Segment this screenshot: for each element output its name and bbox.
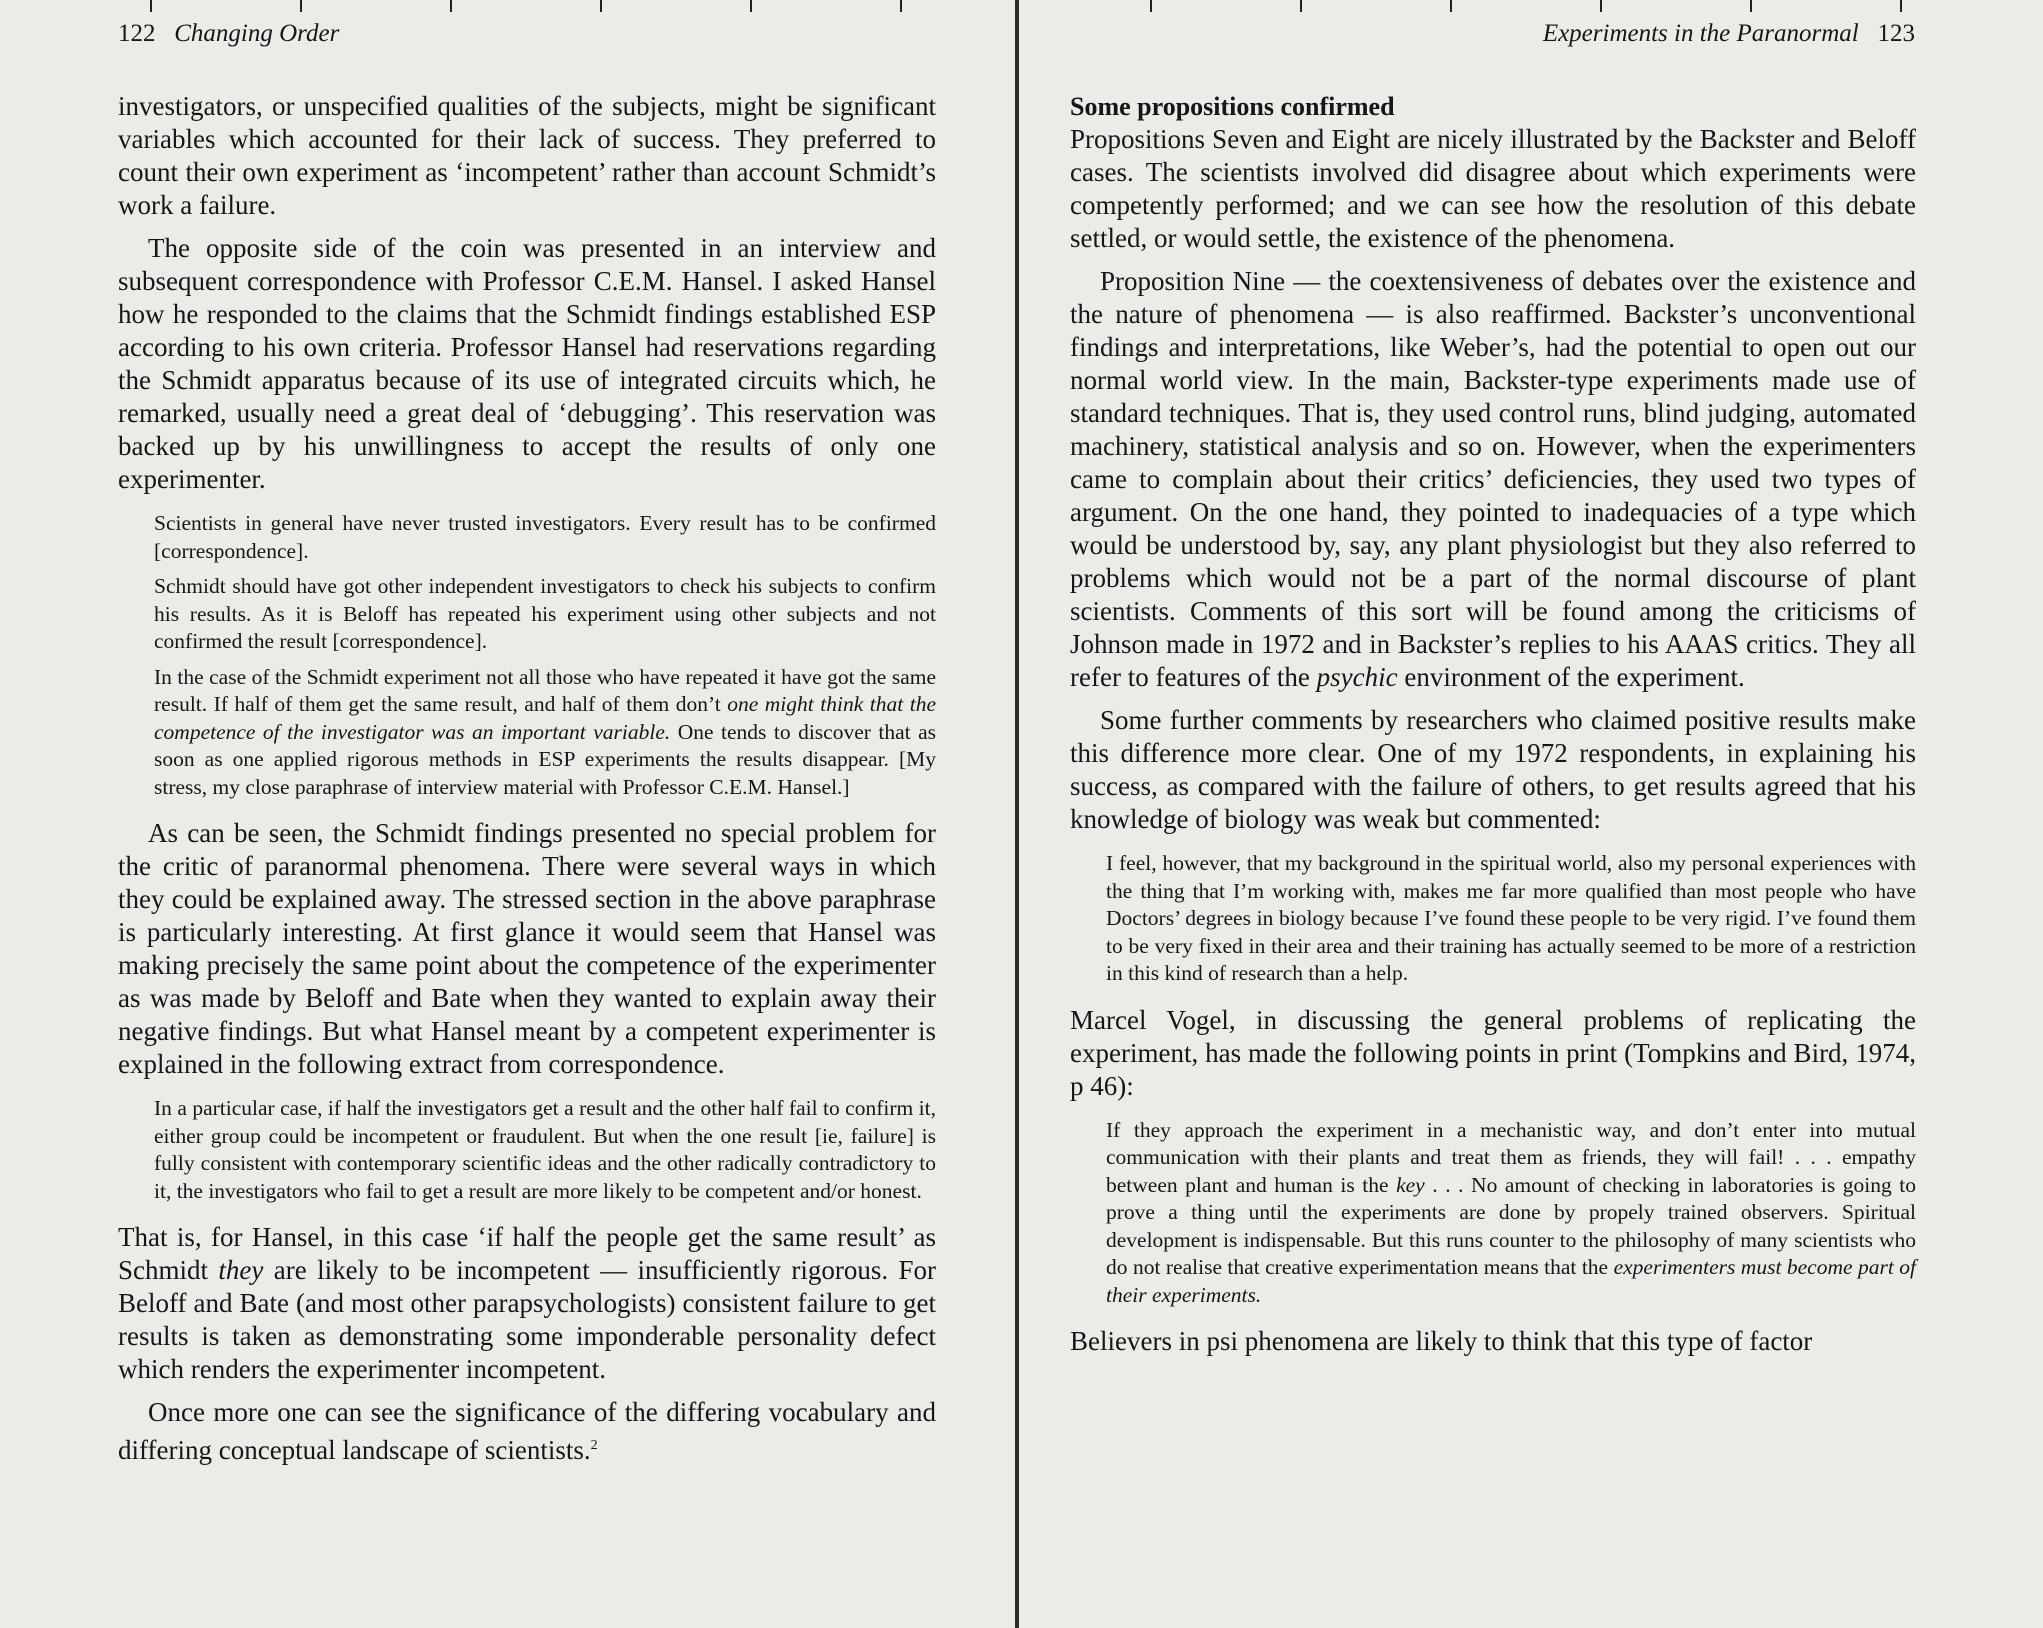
left-page [0, 0, 1017, 1628]
paragraph: As can be seen, the Schmidt findings presented no special problem for the critic of paranormal phenomena. There were several ways in which they could be explained away. The stressed section in the above paraphrase is particularly interesting. At first glance it would seem that Hansel was making precisely the same point about the competence of the experimenter as was made by Beloff and Bate when they wanted to explain away their negative findings. But what Hansel meant by a competent experimenter is explained in the following extract from correspondence. [118, 818, 936, 1079]
quote-paragraph: In the case of the Schmidt experiment not all those who have repeated it have got the same result. If half of them get the same result, and half of them don’t one might think that the competence of the investigator was an important variable. One tends to discover that as soon as one applied rigorous methods in ESP experiments the results disappear. [My stress, my close paraphrase of interview material with Professor C.E.M. Hansel.] [154, 664, 936, 799]
quote-paragraph: In a particular case, if half the investigators get a result and the other half fail to confirm it, either group could be incompetent or fraudulent. But when the one result [ie, failure] is fully consistent with contemporary scientific ideas and the other radically contradictory to it, the investigators who fail to get a result are more likely to be competent and/or honest. [154, 1096, 936, 1203]
quote-paragraph: Schmidt should have got other independent investigators to check his subjects to confirm his results. As it is Beloff has repeated his experiment using other subjects and not confirmed the result [correspondence]. [154, 574, 936, 653]
block-quote [154, 1095, 936, 1205]
paragraph: The opposite side of the coin was presented in an interview and subsequent correspondence with Professor C.E.M. Hansel. I asked Hansel how he responded to the claims that the Schmidt findings established ESP according to his own criteria. Professor Hansel had reservations regarding the Schmidt apparatus because of its use of integrated circuits which, he remarked, usually need a great deal of ‘debugging’. This reservation was backed up by his unwillingness to accept the results of only one experimenter. [118, 233, 936, 494]
section-heading: Some propositions confirmed [1070, 92, 1395, 121]
quote-paragraph: I feel, however, that my background in the spiritual world, also my personal experiences with the thing that I’m working with, makes me far more qualified than most people who have Doctors’ degrees in biology because I’ve found these people to be very rigid. I’ve found them to be very fixed in their area and their training has actually seemed to be more of a restriction in this kind of research than a help. [1106, 851, 1916, 985]
paragraph: Some further comments by researchers who claimed positive results make this difference more clear. One of my 1972 respondents, in explaining his success, as compared with the failure of others, to get results agreed that his knowledge of biology was weak but commented: [1070, 705, 1916, 834]
paragraph: Believers in psi phenomena are likely to think that this type of factor [1070, 1326, 1813, 1356]
footnote-marker[interactable]: 2 [590, 1438, 598, 1453]
left-running-head [118, 20, 339, 52]
quote-paragraph: Scientists in general have never trusted investigators. Every result has to be confirmed [correspondence]. [154, 511, 936, 563]
paragraph: That is, for Hansel, in this case ‘if half the people get the same result’ as Schmidt they are likely to be incompetent — insufficiently rigorous. For Beloff and Bate (and most other parapsychologists) consistent failure to get results is taken as demonstrating some imponderable personality defect which renders the experimenter incompetent. [118, 1222, 936, 1384]
block-quote [1106, 1117, 1916, 1310]
running-head-title: Changing Order [174, 20, 340, 47]
page-number: 122 [118, 20, 156, 47]
emphasis: psychic [1316, 662, 1398, 692]
emphasis: they [218, 1255, 264, 1285]
emphasis: key [1396, 1172, 1425, 1197]
running-head-title: Experiments in the Paranormal [1542, 20, 1859, 47]
block-quote [1106, 850, 1916, 988]
page-number: 123 [1877, 20, 1915, 47]
emphasis: one might think that the competence of the investigator was an important variable. [154, 692, 936, 744]
quote-paragraph: If they approach the experiment in a mechanistic way, and don’t enter into mutual communication with their plants and treat them as friends, they will fail! . . . empathy between plant and human is the key . . . No amount of checking in laboratories is going to prove a thing until the experiments are done by propely trained observers. Spiritual development is indispensable. But this runs counter to the philosophy of many scientists who do not realise that creative experimentation means that the experimenters must become part of their experiments. [1106, 1117, 1916, 1307]
left-page-body [118, 90, 936, 1467]
paragraph: Once more one can see the significance of the differing vocabulary and differing conceptual landscape of scientists.$^2$ [118, 1397, 936, 1465]
right-page [1022, 0, 2043, 1628]
paragraph: Propositions Seven and Eight are nicely illustrated by the Backster and Beloff cases. The scientists involved did disagree about which experiments were competently performed; and we can see how the resolution of this debate settled, or would settle, the existence of the phenomena. [1070, 124, 1916, 253]
paragraph: Proposition Nine — the coextensiveness of debates over the existence and the nature of phenomena — is also reaffirmed. Backster’s unconventional findings and interpretations, like Weber’s, had the potential to open out our normal world view. In the main, Backster-type experiments made use of standard techniques. That is, they used control runs, blind judging, automated machinery, statistical analysis and so on. However, when the experimenters came to complain about their critics’ deficiencies, they used two types of argument. On the one hand, they pointed to inadequacies of a type which would be understood by, say, any plant physiologist but they also referred to problems which would not be a part of the normal discourse of plant scientists. Comments of this sort will be found among the criticisms of Johnson made in 1972 and in Backster’s replies to his AAAS critics. They all refer to features of the psychic environment of the experiment. [1070, 266, 1916, 692]
paragraph: investigators, or unspecified qualities of the subjects, might be significant variables which accounted for their lack of success. They preferred to count their own experiment as ‘incompetent’ rather than account Schmidt’s work a failure. [118, 91, 936, 220]
block-quote [154, 510, 936, 801]
right-running-head [1543, 20, 1915, 52]
emphasis: experimenters must become part of their experiments. [1106, 1255, 1916, 1307]
right-page-body [1070, 90, 1916, 1358]
paragraph: Marcel Vogel, in discussing the general problems of replicating the experiment, has made the following points in print (Tompkins and Bird, 1974, p 46): [1070, 1004, 1916, 1101]
